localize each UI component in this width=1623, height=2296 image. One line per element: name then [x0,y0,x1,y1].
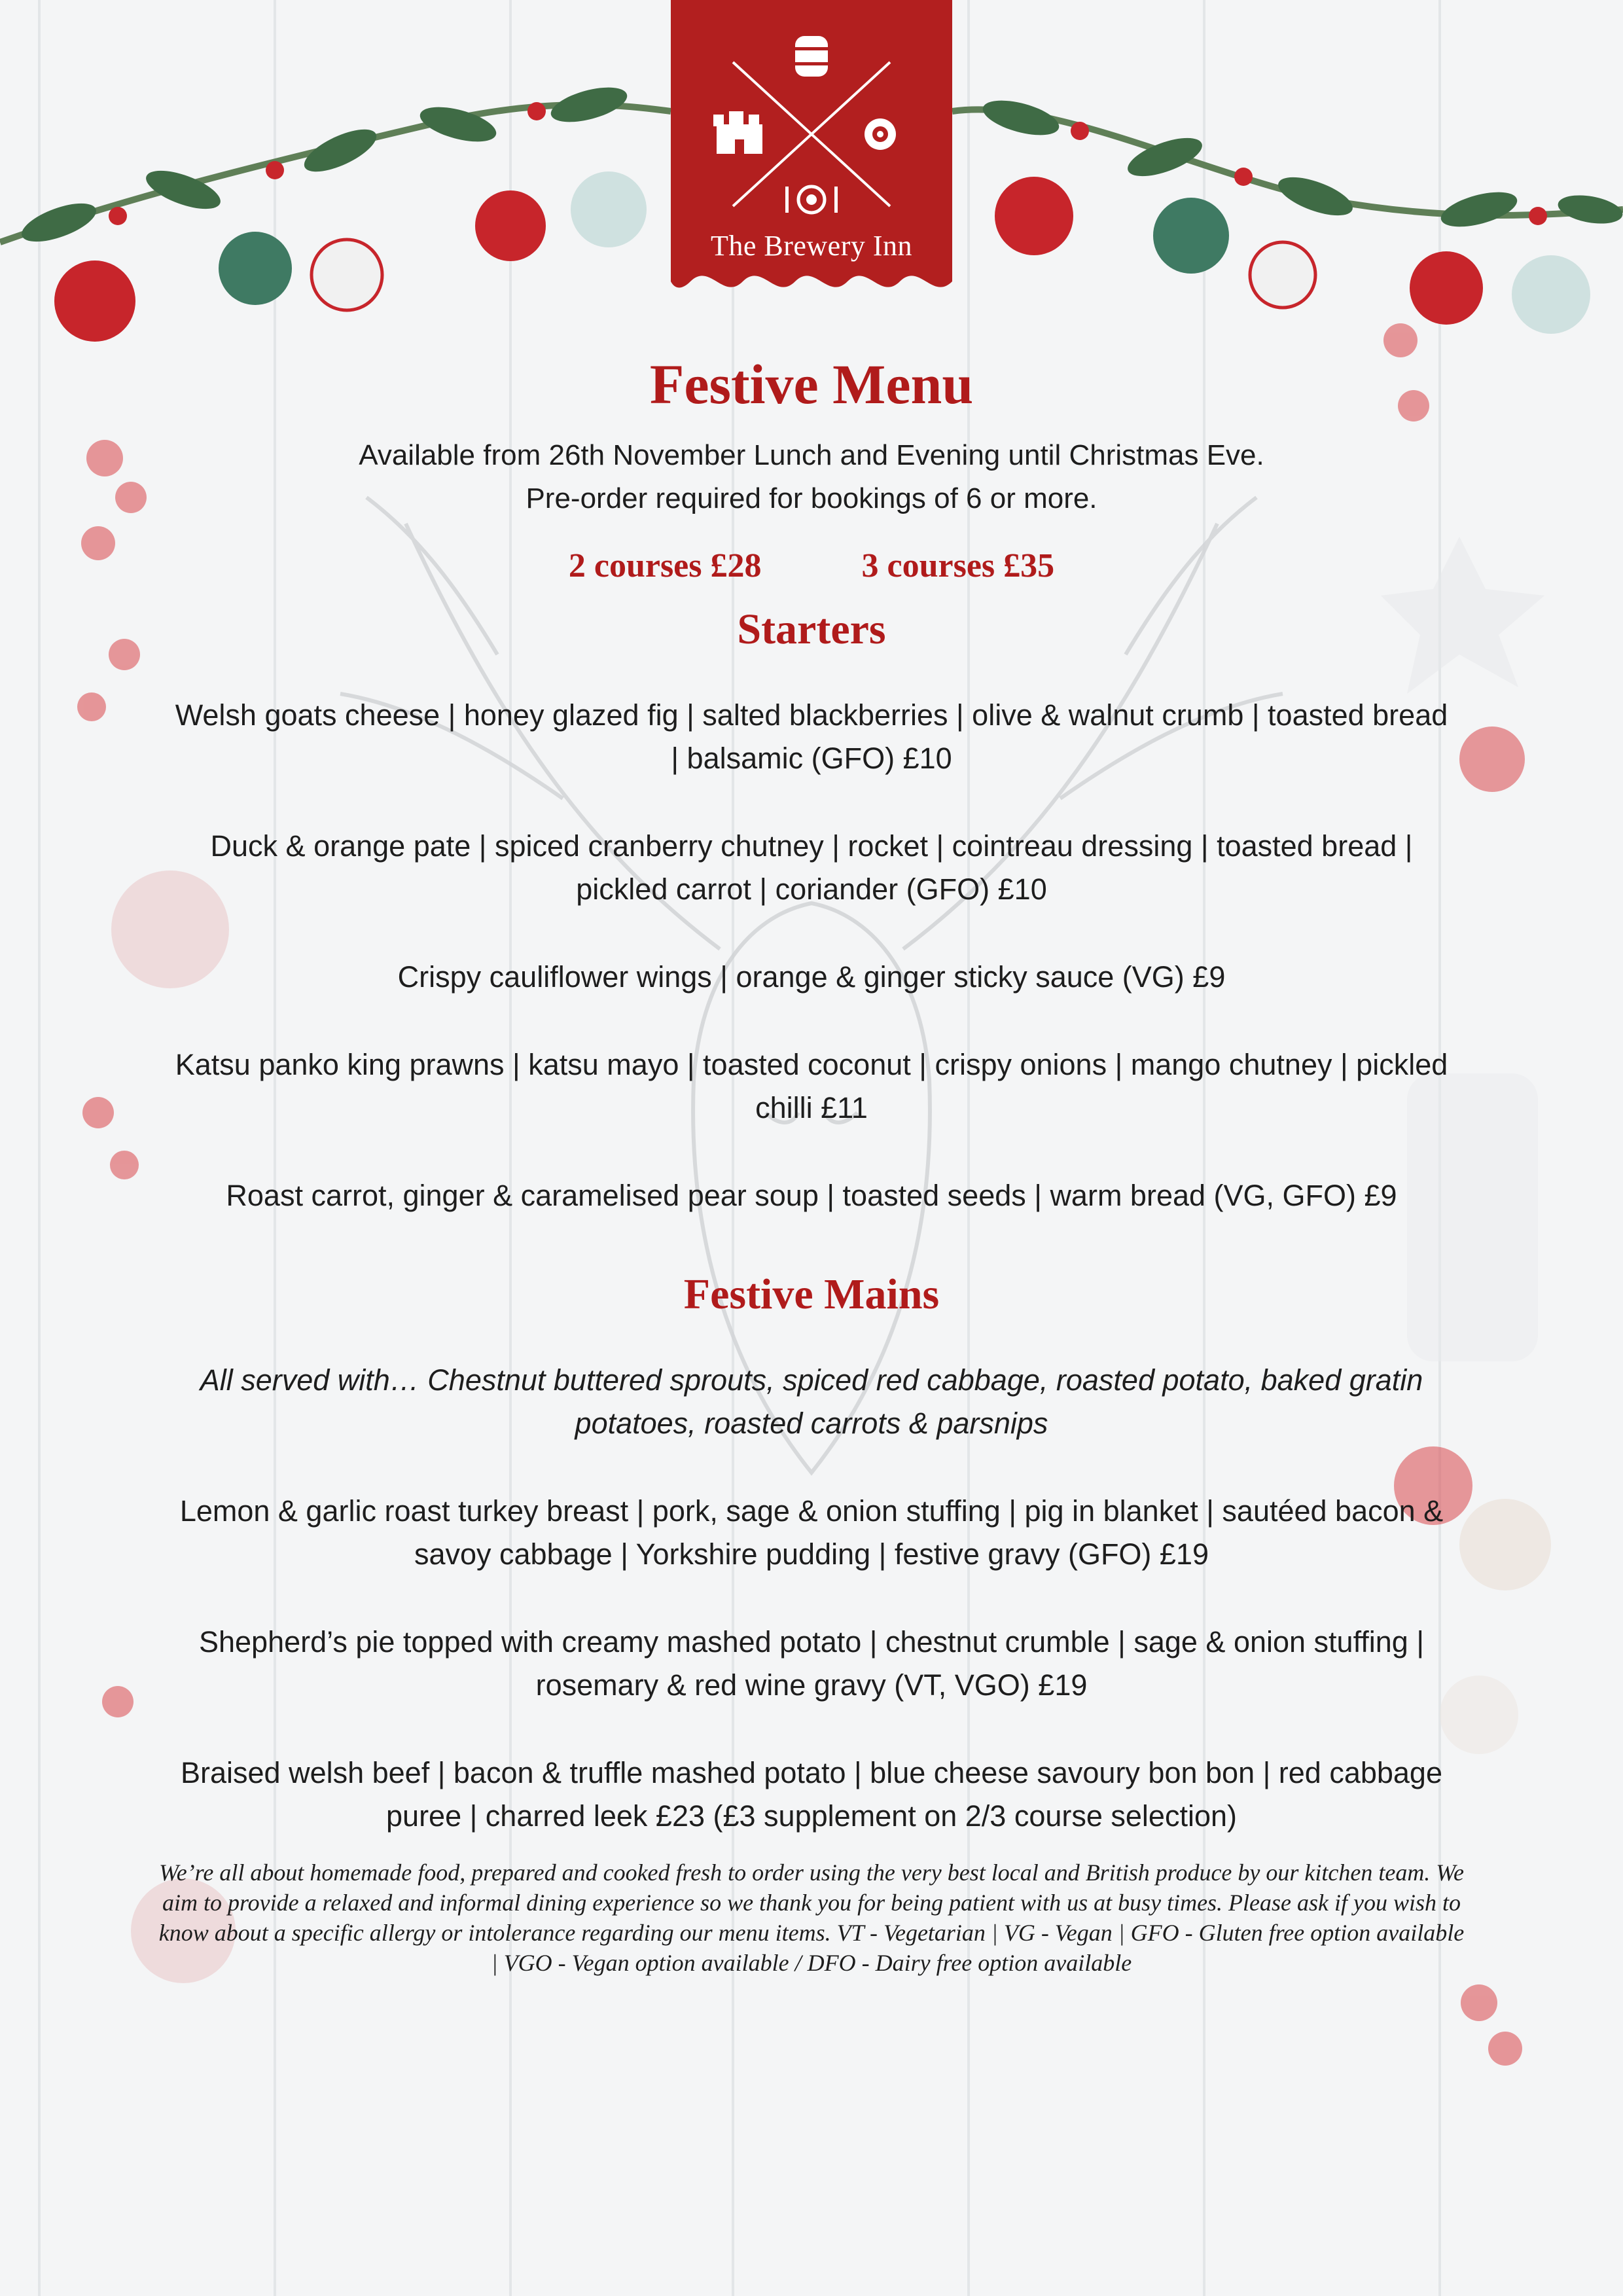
main-item: Lemon & garlic roast turkey breast | pork, sage & onion stuffing | pig in blanket | sautéed bacon & savoy cabbage | Yorkshire pudding | festive gravy (GFO) £19 [179,1494,1444,1571]
menu-intro [131,434,1492,520]
barrel-icon [795,36,828,77]
main-item: Shepherd’s pie topped with creamy mashed potato | chestnut crumble | sage & onion stuffing | rosemary & red wine gravy (VT, VGO) £19 [198,1624,1425,1702]
menu-title: Festive Menu [649,353,974,416]
menu-content [131,353,1492,1978]
mains-heading: Festive Mains [683,1270,940,1318]
starter-item: Katsu panko king prawns | katsu mayo | toasted coconut | crispy onions | mango chutney | pickled chilli £11 [175,1047,1448,1124]
mains-sides-note: All served with… Chestnut buttered sprouts, spiced red cabbage, roasted potato, baked gratin potatoes, roasted carrots & parsnips [200,1363,1423,1440]
starter-item: Welsh goats cheese | honey glazed fig | salted blackberries | olive & walnut crumb | toasted bread | balsamic (GFO) £10 [175,698,1448,775]
starter-item: Duck & orange pate | spiced cranberry chutney | rocket | cointreau dressing | toasted bread | pickled carrot | coriander (GFO) £10 [210,829,1413,906]
castle-icon [713,111,762,154]
starters-heading: Starters [737,605,886,653]
price-three-courses: 3 courses £35 [861,547,1055,584]
brand-name: The Brewery Inn [710,230,913,262]
price-two-courses: 2 courses £28 [568,547,762,584]
footer-note: We’re all about homemade food, prepared and cooked fresh to order using the very best local and British produce by our kitchen team. We aim to provide a relaxed and informal dining experience so we thank you for being patient with us at busy times. Please ask if you wish to know about a specific allergy or intolerance regarding our menu items. VT - Vegetarian | VG - Vegan | GFO - Gluten free option available | VGO - Vegan option available / DFO - Dairy free option available [158,1859,1465,1976]
intro-availability: Available from 26th November Lunch and Evening until Christmas Eve. [359,439,1264,471]
starter-item: Crispy cauliflower wings | orange & ginger sticky sauce (VG) £9 [397,960,1226,994]
main-item: Braised welsh beef | bacon & truffle mashed potato | blue cheese savoury bon bon | red cabbage puree | charred leek £23 (£3 supplement on 2/3 course selection) [181,1755,1442,1833]
starter-item: Roast carrot, ginger & caramelised pear soup | toasted seeds | warm bread (VG, GFO) £9 [226,1178,1397,1212]
rose-icon [865,118,896,150]
course-prices [131,547,1492,585]
intro-preorder: Pre-order required for bookings of 6 or more. [526,482,1097,514]
